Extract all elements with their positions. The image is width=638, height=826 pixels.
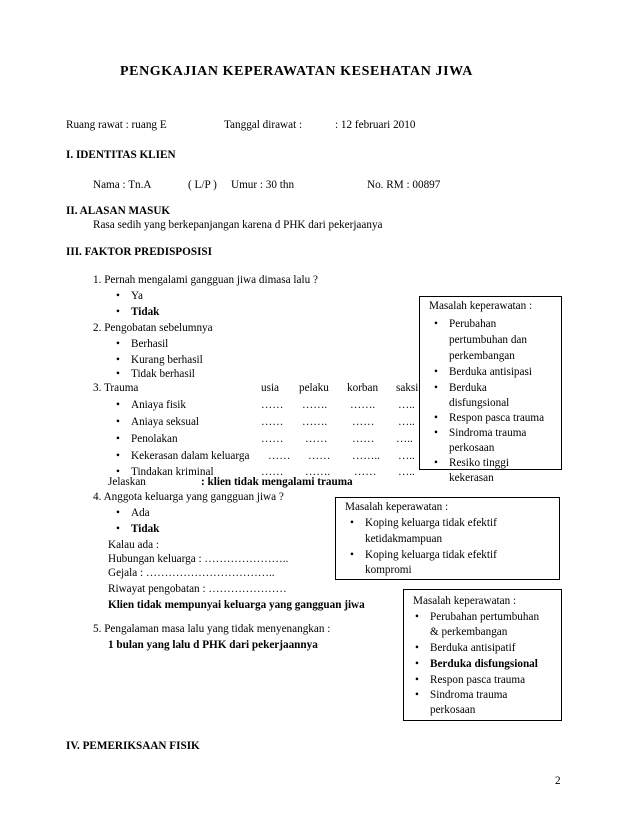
box-item-cont: pertumbuhan dan: [449, 334, 527, 346]
patient-age: Umur : 30 thn: [231, 179, 295, 191]
box-item: • Koping keluarga tidak efektif: [365, 549, 497, 562]
box-item: • Respon pasca trauma: [430, 674, 525, 687]
box-item: • Berduka antisipasi: [449, 366, 532, 379]
trauma-cell: …….: [302, 399, 328, 411]
trauma-cell: …….: [350, 399, 376, 411]
trauma-cell: ……: [352, 416, 375, 428]
box-item-cont: perkosaan: [449, 442, 495, 454]
trauma-col-korban: korban: [347, 382, 379, 394]
page-title: PENGKAJIAN KEPERAWATAN KESEHATAN JIWA: [120, 64, 473, 79]
hubungan-keluarga-field: Hubungan keluarga : …………………..: [108, 553, 289, 565]
page-number: 2: [555, 775, 561, 787]
question-1: 1. Pernah mengalami gangguan jiwa dimasa lalu ?: [93, 274, 318, 286]
section-pemeriksaan-heading: IV. PEMERIKSAAN FISIK: [66, 740, 200, 752]
trauma-cell: ……: [352, 433, 375, 445]
jelaskan-label: Jelaskan: [108, 476, 146, 488]
patient-name: Nama : Tn.A: [93, 179, 152, 191]
q4-option-ada: • Ada: [131, 507, 150, 520]
trauma-cell: ……: [305, 433, 328, 445]
trauma-row-label: • Kekerasan dalam keluarga: [131, 450, 249, 463]
medical-record-number: No. RM : 00897: [367, 179, 441, 191]
trauma-row-label: • Aniaya seksual: [131, 416, 199, 429]
q4-option-tidak: • Tidak: [131, 523, 159, 536]
box-item-cont: ketidakmampuan: [365, 533, 443, 545]
box-item-cont: kompromi: [365, 564, 412, 576]
box-title: Masalah keperawatan :: [429, 300, 533, 312]
trauma-cell: ……: [354, 466, 377, 478]
trauma-cell: ……: [261, 433, 284, 445]
box-item: • Perubahan: [449, 318, 496, 331]
trauma-row-label: • Penolakan: [131, 433, 178, 446]
trauma-cell: …..: [398, 399, 415, 411]
q5-answer: 1 bulan yang lalu d PHK dari pekerjaannya: [108, 639, 318, 651]
ward-field: Ruang rawat : ruang E: [66, 119, 167, 131]
trauma-col-pelaku: pelaku: [299, 382, 329, 394]
box-item: • Berduka antisipatif: [430, 642, 515, 655]
patient-gender: ( L/P ): [188, 179, 217, 191]
q2-option-tidak: • Tidak berhasil: [131, 368, 195, 381]
question-4: 4. Anggota keluarga yang gangguan jiwa ?: [93, 491, 284, 503]
trauma-cell: …….: [305, 466, 331, 478]
question-2: 2. Pengobatan sebelumnya: [93, 322, 213, 334]
box-item: • Berduka: [449, 382, 487, 395]
box-title: Masalah keperawatan :: [345, 501, 449, 513]
trauma-cell: ……: [261, 466, 284, 478]
trauma-cell: …..: [396, 433, 413, 445]
q2-option-berhasil: • Berhasil: [131, 338, 168, 351]
section-faktor-heading: III. FAKTOR PREDISPOSISI: [66, 246, 212, 258]
section-identitas-heading: I. IDENTITAS KLIEN: [66, 149, 176, 161]
box-item: • Respon pasca trauma: [449, 412, 544, 425]
trauma-row-label: • Aniaya fisik: [131, 399, 186, 412]
question-5: 5. Pengalaman masa lalu yang tidak menyenangkan :: [93, 623, 331, 635]
box-item-cont: kekerasan: [449, 472, 494, 484]
section-alasan-heading: II. ALASAN MASUK: [66, 205, 171, 217]
trauma-cell: ……: [261, 416, 284, 428]
trauma-row-label: • Tindakan kriminal: [131, 466, 214, 479]
riwayat-pengobatan-field: Riwayat pengobatan : …………………: [108, 583, 287, 595]
trauma-cell: …..: [398, 450, 415, 462]
admission-date-label: Tanggal dirawat :: [224, 119, 303, 131]
admission-date-value: : 12 februari 2010: [335, 119, 416, 131]
trauma-cell: ……: [268, 450, 291, 462]
box-item: • Perubahan pertumbuhan: [430, 611, 539, 624]
trauma-cell: …..: [398, 466, 415, 478]
trauma-col-usia: usia: [261, 382, 280, 394]
box-item: • Koping keluarga tidak efektif: [365, 517, 497, 530]
box-item-cont: & perkembangan: [430, 626, 508, 638]
trauma-cell: ……..: [352, 450, 380, 462]
masalah-keperawatan-box-3: [403, 589, 562, 721]
box-item: • Resiko tinggi: [449, 457, 509, 470]
box-item-cont: perkosaan: [430, 704, 476, 716]
q1-option-ya: • Ya: [131, 290, 143, 303]
kalau-ada-label: Kalau ada :: [108, 539, 159, 551]
trauma-cell: …….: [302, 416, 328, 428]
question-3: 3. Trauma: [93, 382, 139, 394]
q1-option-tidak: • Tidak: [131, 306, 159, 319]
box-item-cont: disfungsional: [449, 397, 510, 409]
gejala-field: Gejala : ……………………………..: [108, 567, 275, 579]
q4-answer: Klien tidak mempunyai keluarga yang gangguan jiwa: [108, 599, 365, 611]
trauma-cell: ……: [308, 450, 331, 462]
box-title: Masalah keperawatan :: [413, 595, 517, 607]
alasan-text: Rasa sedih yang berkepanjangan karena d PHK dari pekerjaanya: [93, 219, 383, 231]
trauma-cell: ……: [261, 399, 284, 411]
jelaskan-value: : klien tidak mengalami trauma: [201, 476, 353, 488]
box-item-cont: perkembangan: [449, 350, 515, 362]
masalah-keperawatan-box-2: [335, 497, 560, 580]
trauma-cell: …..: [398, 416, 415, 428]
q2-option-kurang: • Kurang berhasil: [131, 354, 203, 367]
box-item: • Berduka disfungsional: [430, 658, 538, 671]
trauma-col-saksi: saksi: [396, 382, 419, 394]
box-item: • Sindroma trauma: [449, 427, 526, 440]
masalah-keperawatan-box-1: [419, 296, 562, 484]
box-item: • Sindroma trauma: [430, 689, 507, 702]
